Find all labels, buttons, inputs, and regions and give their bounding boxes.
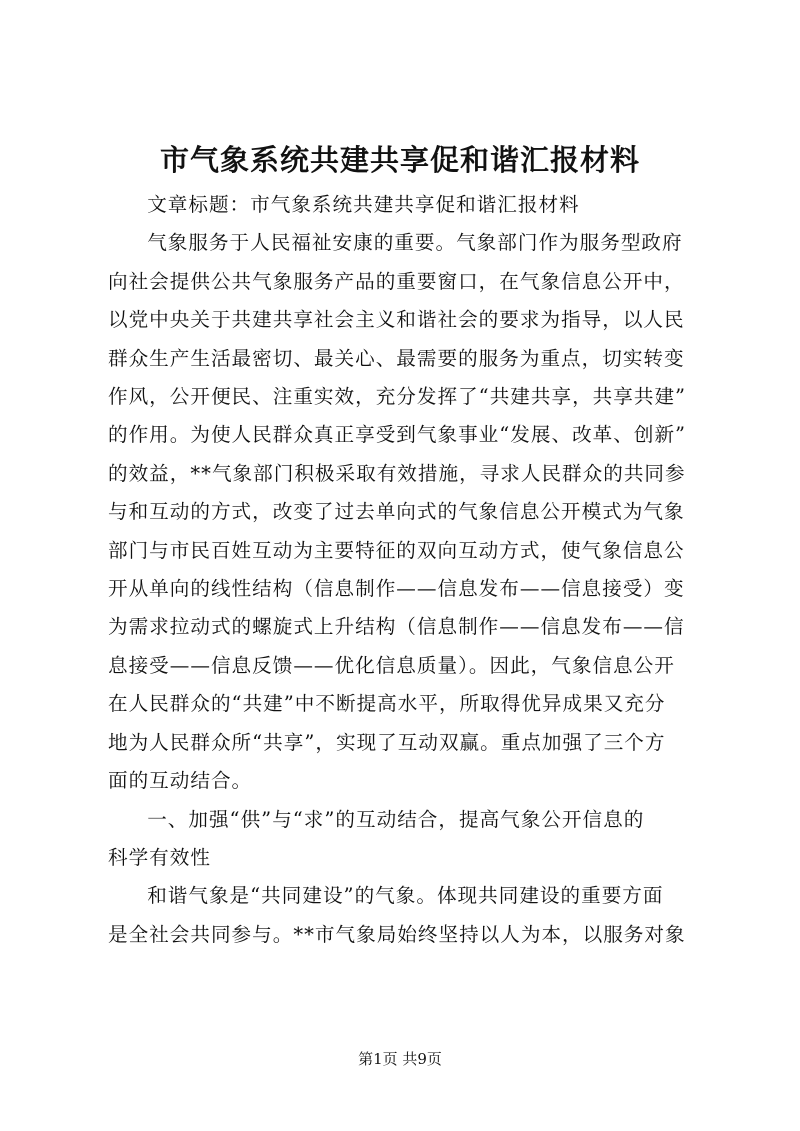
paragraph-line: 的作用。为使人民群众真正享受到气象事业“发展、改革、创新” <box>108 423 687 447</box>
document-title: 市气象系统共建共享促和谐汇报材料 <box>159 143 640 177</box>
paragraph <box>108 801 708 878</box>
paragraph-line: 地为人民群众所“共享”，实现了互动双赢。重点加强了三个方 <box>108 730 666 754</box>
page-number-footer: 第1页 共9页 <box>358 1050 442 1068</box>
paragraph-line: 以党中央关于共建共享社会主义和谐社会的要求为指导，以人民 <box>108 308 685 332</box>
paragraph <box>108 186 708 224</box>
paragraph-line: 部门与市民百姓互动为主要特征的双向互动方式，使气象信息公 <box>108 538 685 562</box>
paragraph-line: 在人民群众的“共建”中不断提高水平，所取得优异成果又充分 <box>108 692 666 716</box>
paragraph-line: 气象服务于人民福祉安康的重要。气象部门作为服务型政府 <box>147 231 683 255</box>
paragraph-line: 向社会提供公共气象服务产品的重要窗口，在气象信息公开中， <box>108 269 685 293</box>
document-body <box>108 186 708 954</box>
paragraph-line: 和谐气象是“共同建设”的气象。体现共同建设的重要方面 <box>147 884 664 908</box>
paragraph-line: 作风，公开便民、注重实效，充分发挥了“共建共享，共享共建” <box>108 385 687 409</box>
paragraph-line: 文章标题：市气象系统共建共享促和谐汇报材料 <box>147 193 580 216</box>
paragraph-line: 息接受——信息反馈——优化信息质量）。因此，气象信息公开 <box>108 653 675 677</box>
paragraph-line: 科学有效性 <box>108 845 211 869</box>
paragraph-line: 面的互动结合。 <box>108 769 253 793</box>
paragraph-line: 一、加强“供”与“求”的互动结合，提高气象公开信息的 <box>147 807 645 831</box>
paragraph-line: 的效益，**气象部门积极采取有效措施，寻求人民群众的共同参 <box>108 461 686 485</box>
paragraph <box>108 224 708 800</box>
paragraph <box>108 877 708 954</box>
paragraph-line: 是全社会共同参与。**市气象局始终坚持以人为本，以服务对象 <box>108 922 686 946</box>
paragraph-line: 与和互动的方式，改变了过去单向式的气象信息公开模式为气象 <box>108 500 685 524</box>
paragraph-line: 群众生产生活最密切、最关心、最需要的服务为重点，切实转变 <box>108 346 685 370</box>
paragraph-line: 为需求拉动式的螺旋式上升结构（信息制作——信息发布——信 <box>108 615 685 639</box>
paragraph-line: 开从单向的线性结构（信息制作——信息发布——信息接受）变 <box>108 577 685 601</box>
